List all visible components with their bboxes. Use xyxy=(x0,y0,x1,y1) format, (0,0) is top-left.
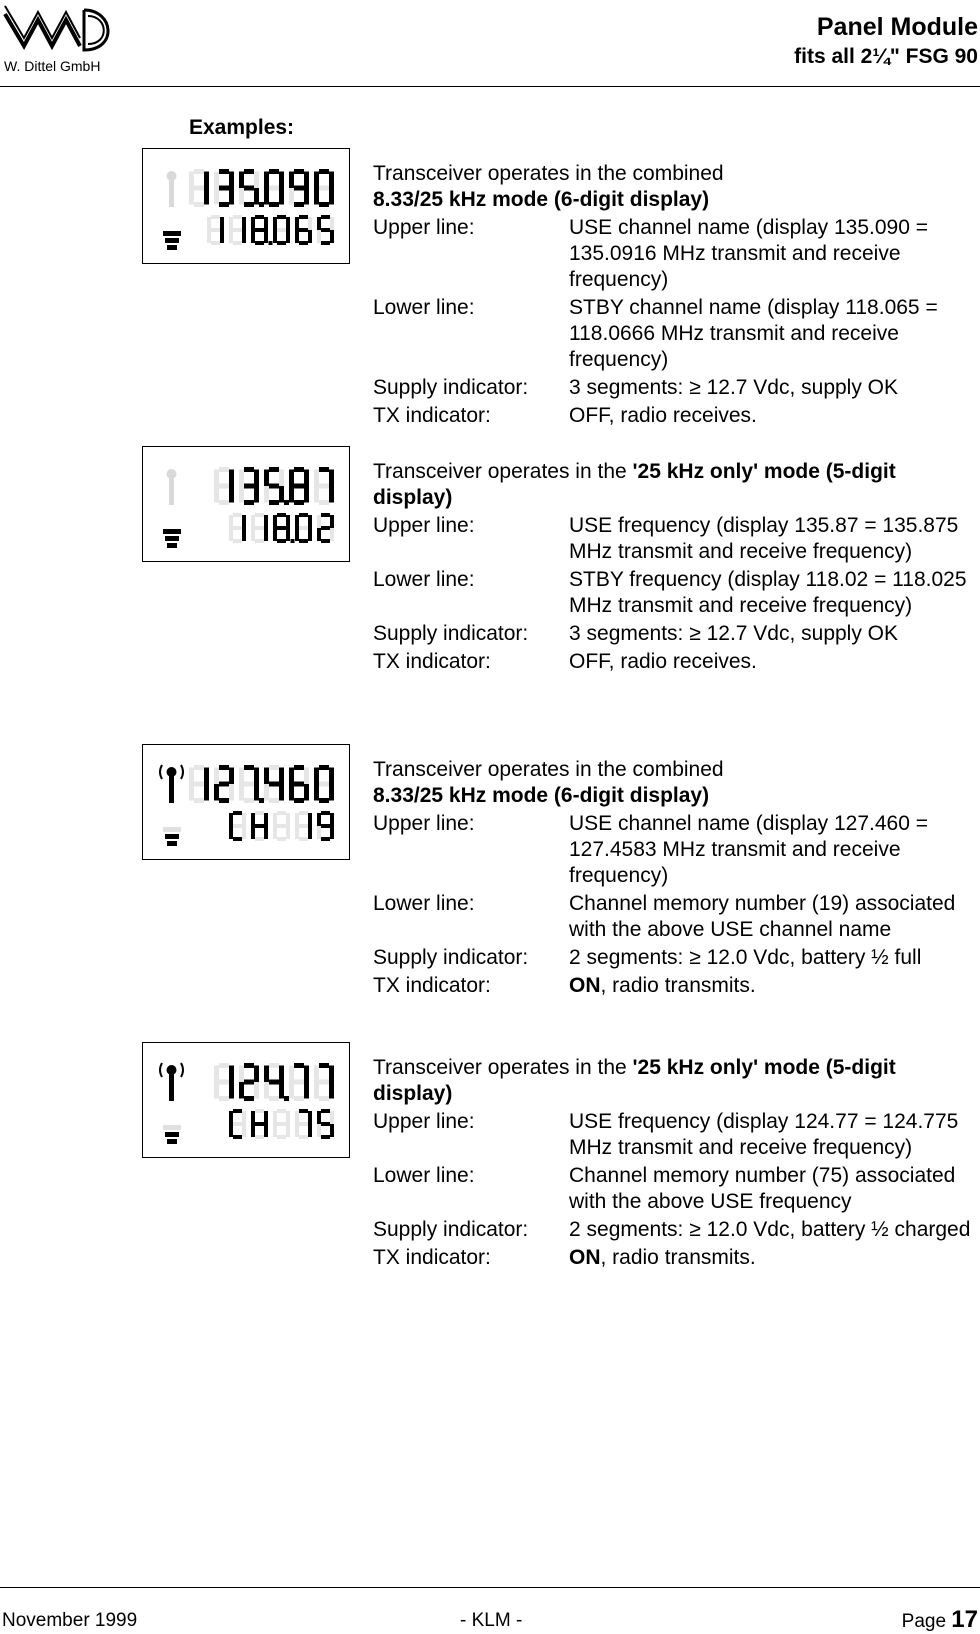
supply-indicator-label: Supply indicator: xyxy=(373,376,529,399)
tx-indicator-value xyxy=(569,649,973,675)
lcd-segment-display xyxy=(143,1043,351,1159)
tx-state-bold: ON xyxy=(569,1246,601,1269)
lower-line-value: STBY channel name (display 118.065 = 118.0666 MHz transmit and receive frequency) xyxy=(569,296,938,371)
lcd-digit xyxy=(289,1063,309,1101)
lcd-decimal-point xyxy=(284,500,289,505)
lower-line-label: Lower line: xyxy=(373,1164,475,1187)
footer-date: November 1999 xyxy=(2,1610,138,1631)
lcd-digit xyxy=(239,467,259,505)
lcd-digit xyxy=(314,765,334,803)
lcd-digit xyxy=(273,513,290,543)
lcd-digit xyxy=(229,215,246,245)
page-header xyxy=(0,0,980,87)
tx-antenna-icon xyxy=(167,469,177,505)
lcd-digit xyxy=(229,513,246,543)
lcd-digit xyxy=(189,169,209,207)
footer-page xyxy=(902,1606,978,1634)
example-intro: Transceiver operates in the xyxy=(373,1056,633,1079)
lcd-digit xyxy=(239,765,259,803)
example-intro: Transceiver operates in the combined xyxy=(373,758,724,781)
example-description-2 xyxy=(373,459,973,675)
example-intro-bold: '25 kHz only' mode (5-digit display) xyxy=(373,460,896,509)
tx-state-text: OFF, radio receives. xyxy=(569,404,757,427)
tx-indicator-label: TX indicator: xyxy=(373,974,491,997)
upper-line-value: USE channel name (display 135.090 = 135.0916 MHz transmit and receive frequency) xyxy=(569,216,928,291)
supply-battery-icon xyxy=(163,231,181,250)
lcd-decimal-point xyxy=(284,1096,289,1101)
example-intro-bold: 8.33/25 kHz mode (6-digit display) xyxy=(373,188,710,211)
lcd-digit xyxy=(273,215,290,245)
upper-line-label: Upper line: xyxy=(373,514,475,537)
lower-line-value: STBY frequency (display 118.02 = 118.025 MHz transmit and receive frequency) xyxy=(569,568,967,617)
lcd-digit xyxy=(264,765,284,803)
supply-battery-icon xyxy=(163,827,181,846)
lcd-digit xyxy=(314,467,334,505)
upper-line-value: USE frequency (display 124.77 = 124.775 MHz transmit and receive frequency) xyxy=(569,1110,959,1159)
lcd-display-2 xyxy=(142,446,350,562)
lcd-digit xyxy=(289,169,309,207)
lcd-digit xyxy=(251,513,268,543)
supply-indicator-value: 2 segments: ≥ 12.0 Vdc, battery ½ full xyxy=(569,946,922,969)
lcd-digit xyxy=(314,169,334,207)
lcd-digit xyxy=(189,765,209,803)
example-intro: Transceiver operates in the combined xyxy=(373,162,724,185)
tx-indicator-label: TX indicator: xyxy=(373,404,491,427)
lcd-segment-display xyxy=(143,447,351,563)
upper-line-value: USE frequency (display 135.87 = 135.875 MHz transmit and receive frequency) xyxy=(569,514,959,563)
supply-indicator-label: Supply indicator: xyxy=(373,622,529,645)
lcd-digit xyxy=(317,811,334,841)
lcd-decimal-point xyxy=(269,241,273,245)
tx-indicator-value xyxy=(569,1245,973,1271)
lower-line-label: Lower line: xyxy=(373,296,475,319)
lcd-digit xyxy=(251,215,268,245)
lcd-display-4 xyxy=(142,1042,350,1158)
company-name: W. Dittel GmbH xyxy=(4,58,101,74)
lower-line-label: Lower line: xyxy=(373,568,475,591)
lcd-digit xyxy=(289,765,309,803)
tx-state-bold: ON xyxy=(569,974,601,997)
lcd-digit xyxy=(264,1063,284,1101)
supply-indicator-value: 3 segments: ≥ 12.7 Vdc, supply OK xyxy=(569,622,899,645)
tx-indicator-label: TX indicator: xyxy=(373,650,491,673)
lcd-digit xyxy=(317,215,334,245)
document-title: Panel Module xyxy=(816,13,978,41)
supply-indicator-value: 3 segments: ≥ 12.7 Vdc, supply OK xyxy=(569,376,899,399)
tx-antenna-icon xyxy=(160,765,183,803)
supply-indicator-label: Supply indicator: xyxy=(373,946,529,969)
lcd-decimal-point xyxy=(259,798,264,803)
supply-indicator-value: 2 segments: ≥ 12.0 Vdc, battery ½ charged xyxy=(569,1218,971,1241)
lcd-segment-display xyxy=(143,149,351,265)
lcd-digit xyxy=(239,169,259,207)
lcd-digit xyxy=(251,1109,268,1139)
lcd-digit xyxy=(317,1109,334,1139)
lower-line-value: Channel memory number (19) associated with the above USE channel name xyxy=(569,892,956,941)
lcd-decimal-point xyxy=(291,539,295,543)
tx-indicator-label: TX indicator: xyxy=(373,1246,491,1269)
tx-antenna-icon xyxy=(160,1063,183,1101)
lcd-digit xyxy=(214,169,234,207)
lcd-digit xyxy=(207,215,224,245)
upper-line-label: Upper line: xyxy=(373,216,475,239)
lcd-display-1 xyxy=(142,148,350,264)
lower-line-label: Lower line: xyxy=(373,892,475,915)
lcd-digit xyxy=(264,169,284,207)
lcd-digit xyxy=(295,513,312,543)
company-logo-icon xyxy=(2,2,120,58)
page-label: Page xyxy=(901,1611,952,1632)
document-subtitle: fits all 2¼" FSG 90 xyxy=(794,45,978,68)
upper-line-label: Upper line: xyxy=(373,812,475,835)
page-number: 17 xyxy=(951,1606,978,1633)
tx-indicator-value xyxy=(569,973,973,999)
lcd-digit xyxy=(239,1063,259,1101)
example-intro-bold: 8.33/25 kHz mode (6-digit display) xyxy=(373,784,710,807)
supply-indicator-label: Supply indicator: xyxy=(373,1218,529,1241)
lcd-display-3 xyxy=(142,744,350,860)
upper-line-value: USE channel name (display 127.460 = 127.4583 MHz transmit and receive frequency) xyxy=(569,812,928,887)
lcd-segment-display xyxy=(143,745,351,861)
example-description-4 xyxy=(373,1055,973,1271)
lcd-digit xyxy=(251,811,268,841)
lcd-digit xyxy=(295,811,312,841)
lcd-digit xyxy=(229,1109,246,1139)
lcd-digit xyxy=(295,215,312,245)
supply-battery-icon xyxy=(163,1125,181,1144)
lcd-digit xyxy=(314,1063,334,1101)
example-description-1 xyxy=(373,161,973,429)
lcd-digit xyxy=(273,811,290,841)
example-intro-bold: '25 kHz only' mode (5-digit display) xyxy=(373,1056,896,1105)
tx-antenna-icon xyxy=(167,171,177,207)
upper-line-label: Upper line: xyxy=(373,1110,475,1133)
tx-state-text: , radio transmits. xyxy=(600,974,756,997)
lcd-digit xyxy=(264,467,284,505)
examples-heading: Examples: xyxy=(189,116,295,139)
lcd-digit xyxy=(214,1063,234,1101)
lower-line-value: Channel memory number (75) associated with the above USE frequency xyxy=(569,1164,956,1213)
lcd-digit xyxy=(214,765,234,803)
footer-center: - KLM - xyxy=(460,1610,523,1631)
tx-state-text: , radio transmits. xyxy=(600,1246,756,1269)
example-description-3 xyxy=(373,757,973,999)
lcd-digit xyxy=(214,467,234,505)
tx-state-text: OFF, radio receives. xyxy=(569,650,757,673)
lcd-digit xyxy=(289,467,309,505)
tx-indicator-value xyxy=(569,403,973,429)
example-intro: Transceiver operates in the xyxy=(373,460,633,483)
lcd-digit xyxy=(229,811,246,841)
header-title xyxy=(794,12,978,72)
lcd-digit xyxy=(295,1109,312,1139)
supply-battery-icon xyxy=(163,529,181,548)
lcd-digit xyxy=(317,513,334,543)
lcd-decimal-point xyxy=(259,202,264,207)
page-footer xyxy=(0,1587,980,1633)
lcd-digit xyxy=(273,1109,290,1139)
